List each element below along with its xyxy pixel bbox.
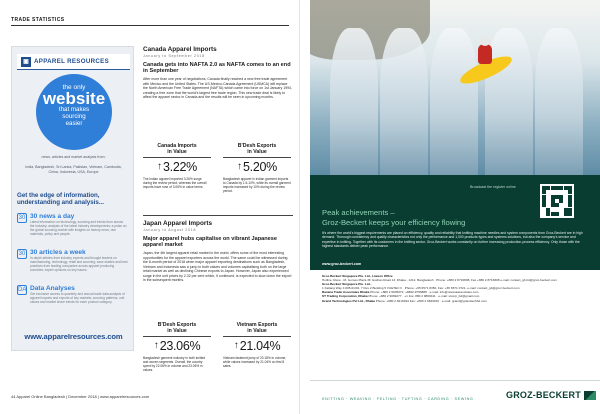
qr-label: Broadcast the register online xyxy=(470,185,516,189)
article-headline: Canada gets into NAFTA 2.0 as NAFTA comes to an end in September xyxy=(143,62,291,75)
arrow-up-icon: ↑ xyxy=(237,161,243,172)
article-title: Canada Apparel Imports xyxy=(143,46,217,53)
ad-small-line-2: India, Bangladesh, Sri Lanka, Pakistan, Vietnam, Cambodia, China, Indonesia, USA, Europe xyxy=(25,165,122,174)
stat-value: ↑ 3.22% xyxy=(157,160,197,174)
apparel-resources-logo-icon: ▣ xyxy=(21,57,31,67)
article-title: Japan Apparel Imports xyxy=(143,220,213,227)
contact-item: Grand Technologies Pvt Ltd., Dhaka Phone: +880 2 8219494 Fax: +880 2 9849010 · e-mail: grand@grandtechbd.com xyxy=(322,298,487,303)
stat-rule xyxy=(223,336,291,337)
stat-block: B'Desh Exports in Value ↑ 5.20% Bangladesh apparel in Indian garment imports to Canada by 1.5-10%, while its overall garment imports increased by 10% during the review period. xyxy=(223,143,291,193)
articles-icon: 30 xyxy=(18,251,26,257)
kayak-waterfall-photo xyxy=(310,0,600,175)
ad-heading-2: Groz-Beckert keeps your efficiency flowing xyxy=(322,218,466,227)
ad-feature-row: 30 30 articles a week In-depth articles from industry experts and thought leaders on manufacturing, technology, retail and sourcing; case studies and best practices from leading companies across apparel producing countries; expert opinions on key issues. xyxy=(18,249,128,272)
ad-small-line-1: news, articles and market analysis from: xyxy=(41,155,106,159)
kayaker-icon xyxy=(478,44,492,64)
stat-rule xyxy=(223,157,291,158)
canada-stats xyxy=(143,143,293,203)
stat-block: Canada Imports in Value ↑ 3.22% The Indian apparel imported 3.26% surge during the review period, whereas the overall imports have rose of 3.06% in value terms. xyxy=(143,143,211,189)
ad-body: It's where the world's biggest requirements are placed on efficiency, quality and reliability that knitting machine needles and system components from Groz-Beckert are in high demand. Thorough consistency and quality characteristics not only the performance and 1,000 products types and systems solutions, but also the company's service and expertise in knitting. Together with its customers in the knitting sector, Groz-Beckert works constantly on further increasing production-process efficiency. Only those with the highest standards deliver peak performance. xyxy=(322,231,583,249)
stat-rule xyxy=(143,336,211,337)
data-analyses-icon: DA xyxy=(18,287,27,293)
groz-beckert-logo-icon xyxy=(584,391,596,400)
qr-code-icon[interactable] xyxy=(540,184,574,218)
article-date: January to September 2018 xyxy=(143,54,205,58)
arrow-up-icon: ↑ xyxy=(153,340,159,351)
stat-value: ↑ 23.06% xyxy=(153,339,201,353)
article-body: Japan, the 4th largest apparel retail market in the world, offers some of the most interesting opportunities for the apparel exporters across the world. The same could be witnessed during the 8-month period of 2018 when major apparel exporting destinations such as Bangladesh, Vietnam and Indonesia saw a jump in both values and volumes capitalising both on the large retail market as well as declining Chinese exports to Japan. However, Japan also experienced surge in the unit prices by 2.32 per cent which, if continued, is expected to slow down the export in the subsequent months. xyxy=(143,251,292,283)
ad-feature-row: 30 30 news a day Latest information on technology, sourcing and trends from across the industry; analysis of the latest industry developments; a pulse on the global sourcing market with insights on factory news, raw materials, policy and people. xyxy=(18,213,127,236)
groz-beckert-ad[interactable] xyxy=(310,0,600,414)
ad-feature-row: DA Data Analyses Get exclusive access to quarterly and annual trade data analysis of apparel imports and exports of key markets; sourcing patterns, unit values and market share trends for each product category. xyxy=(18,285,125,304)
article-date: January to August 2018 xyxy=(143,228,197,232)
page-spine xyxy=(299,0,300,414)
page-footer: 44 Apparel Online Bangladesh | December 2018 | www.apparelresources.com xyxy=(11,394,150,399)
apparel-resources-ad[interactable] xyxy=(11,46,134,351)
contact-item: Groz-Beckert Singapore Pte. Ltd., 1 Kallang Way 4 #05-01/02, 7 Rev 2 Building 5 VUETEC II · Phone: +65 6571 8350, Fax: +65 6571 0721, e-mail: contact_gb@groz-beckert.com xyxy=(322,282,520,291)
arrow-up-icon: ↑ xyxy=(233,340,239,351)
arrow-up-icon: ↑ xyxy=(157,161,163,172)
ad-heading-1: Peak achievements – xyxy=(322,208,395,217)
japan-stats xyxy=(143,322,293,382)
header-rule xyxy=(11,25,289,26)
ad-tagline-circle: the only website that makes sourcing easier xyxy=(36,74,112,150)
stat-value: ↑ 21.04% xyxy=(233,339,281,353)
japan-article xyxy=(143,220,293,283)
section-label: TRADE STATISTICS xyxy=(11,17,65,23)
contact-item: ST Trading Corporation, Dhaka Phone: +880 2 9669277 · +1 line: 880 2 9869411 · e-mail: stcorp_bd@gmail.com xyxy=(322,294,480,299)
canada-article xyxy=(143,46,293,100)
groz-beckert-url[interactable]: www.groz-beckert.com xyxy=(322,262,362,266)
stat-rule xyxy=(143,157,211,158)
contact-list xyxy=(322,274,590,303)
apparel-resources-logo: ▣ APPAREL RESOURCES xyxy=(17,54,130,70)
contact-item: Ravana Trade Associates Dhaka Phone: +880 2 9035072, +8802-9756888 · e-mail: info@ravanaassociates.com xyxy=(322,290,479,295)
ad-tagline: KNITTING · WEAVING · FELTING · TUFTING · CARDING · SEWING xyxy=(322,397,474,401)
ad-edge-heading: Get the edge of information, understanding and analysis... xyxy=(17,192,104,207)
apparel-resources-url[interactable]: www.appareIresources.com xyxy=(24,332,123,341)
article-body: After more than one year of negotiations, Canada finally reached a new free trade agreement with Mexico and the United States. The US-Mexico-Canada Agreement (USMCA) will replace the North American Free Trade Agreement (NAFTA) which came into force on 1st January 1994, creating a free zone that the world's largest free trade region. This new trade deal is likely to affect the apparel sector in Canada and the results will be seen in upcoming months. xyxy=(143,77,292,100)
stat-block: B'Desh Exports in Value ↑ 23.06% Bangladesh garment industry in both knitted and woven segments. Overall, the country spent by 22.06% in volume and 23.06% in values. xyxy=(143,322,211,372)
stat-value: ↑ 5.20% xyxy=(237,160,277,174)
contact-item: Groz-Beckert Singapore Pte. Ltd., Liaison Office Hotline: Rene - M. Gomes Plaza 3F Gushan Road 13, Dhaka - 1212, Bangladesh · Phone: +880 2 8716808, Fax +880 2 8716808 e-mail: contact_gb.bd@groz-beckert.com xyxy=(322,274,557,283)
groz-beckert-logo: GROZ-BECKERT xyxy=(506,390,596,400)
stat-block: Vietnam Exports in Value ↑ 21.04% Vietnam fastened jump of 20.18% in volume, while values increased by 21.04% on first 8 sales. xyxy=(223,322,291,368)
news-icon: 30 xyxy=(18,215,26,221)
section-divider xyxy=(143,215,293,216)
article-headline: Major apparel hubs capitalise on vibrant Japanese apparel market xyxy=(143,236,277,249)
